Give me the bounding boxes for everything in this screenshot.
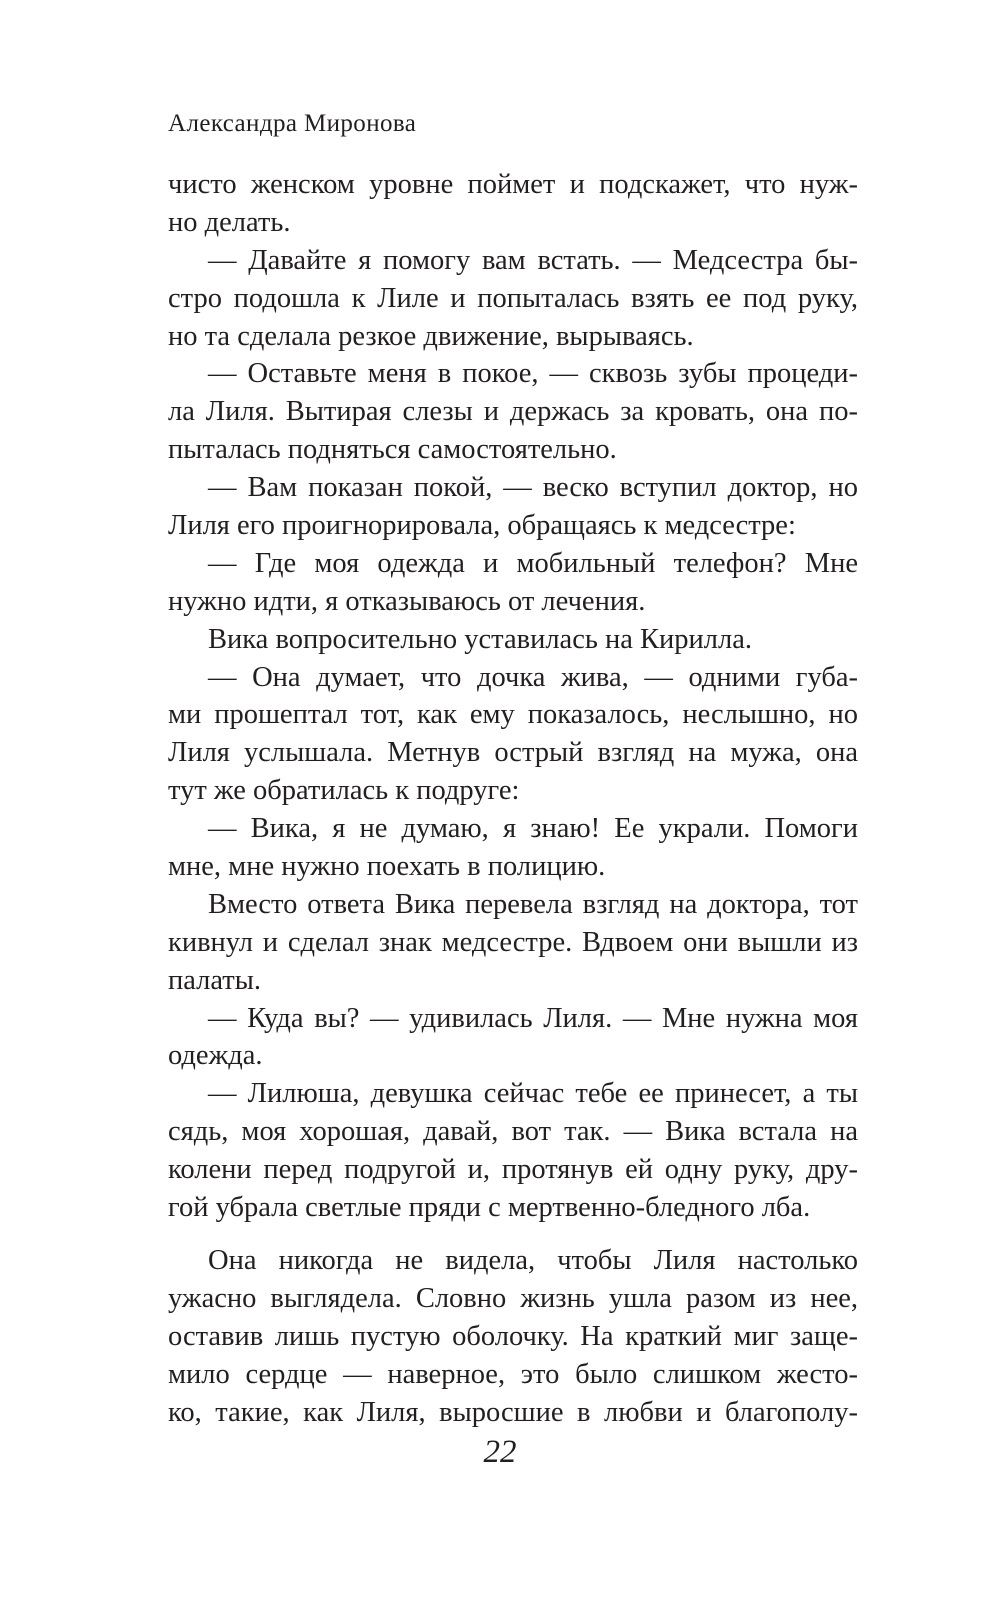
text-line: но та сделала резкое движение, вырываясь. <box>168 320 694 352</box>
text-line: ми прошептал тот, как ему показалось, неслышно, но <box>168 699 858 731</box>
text-line: но делать. <box>168 206 291 238</box>
text-line: кивнул и сделал знак медсестре. Вдвоем они вышли из <box>168 926 858 958</box>
running-head-author: Александра Миронова <box>168 110 417 137</box>
text-line: — Давайте я помогу вам встать. — Медсестра бы- <box>208 244 858 276</box>
text-line: одежда. <box>168 1040 263 1072</box>
text-line: тут же обратилась к подруге: <box>168 775 520 807</box>
text-line: ла Лиля. Вытирая слезы и держась за кровать, она по- <box>168 396 858 428</box>
text-line: Вместо ответа Вика перевела взгляд на доктора, тот <box>208 888 858 920</box>
page-number: 22 <box>483 1434 517 1470</box>
text-line: Лиля его проигнорировала, обращаясь к медсестре: <box>168 510 796 542</box>
text-line: ужасно выглядела. Словно жизнь ушла разом из нее, <box>168 1282 858 1314</box>
text-line: — Она думает, что дочка жива, — одними губа- <box>208 661 858 693</box>
text-line: чисто женском уровне поймет и подскажет, что нуж- <box>168 169 858 200</box>
text-line: Она никогда не видела, чтобы Лиля настолько <box>208 1244 858 1276</box>
text-line: нужно идти, я отказываюсь от лечения. <box>168 585 646 617</box>
text-line: колени перед подругой и, протянув ей одну руку, дру- <box>168 1154 858 1186</box>
text-line: мило сердце — наверное, это было слишком жесто- <box>168 1358 858 1390</box>
text-line: мне, мне нужно поехать в полицию. <box>168 851 606 883</box>
text-line: — Вика, я не думаю, я знаю! Ее украли. Помоги <box>208 813 858 845</box>
text-line: Вика вопросительно уставилась на Кирилла. <box>208 623 752 655</box>
text-line: ко, такие, как Лиля, выросшие в любви и благополу- <box>168 1396 858 1428</box>
text-line: — Вам показан покой, — веско вступил доктор, но <box>208 472 858 504</box>
body-text <box>168 166 858 1431</box>
text-line: — Куда вы? — удивилась Лиля. — Мне нужна моя <box>208 1002 858 1034</box>
text-line: сядь, моя хорошая, давай, вот так. — Вика встала на <box>168 1116 858 1148</box>
text-line: гой убрала светлые пряди с мертвенно-бледного лба. <box>168 1192 811 1224</box>
text-line: палаты. <box>168 964 262 996</box>
text-line: пыталась подняться самостоятельно. <box>168 434 617 466</box>
text-line: — Оставьте меня в покое, — сквозь зубы процеди- <box>208 358 858 390</box>
text-line: стро подошла к Лиле и попыталась взять ее под руку, <box>168 282 858 314</box>
text-line: — Где моя одежда и мобильный телефон? Мне <box>208 547 858 579</box>
text-line: оставив лишь пустую оболочку. На краткий миг заще- <box>168 1320 858 1352</box>
text-line: Лиля услышала. Метнув острый взгляд на мужа, она <box>168 737 858 769</box>
text-line: — Лилюша, девушка сейчас тебе ее принесет, а ты <box>208 1078 858 1110</box>
